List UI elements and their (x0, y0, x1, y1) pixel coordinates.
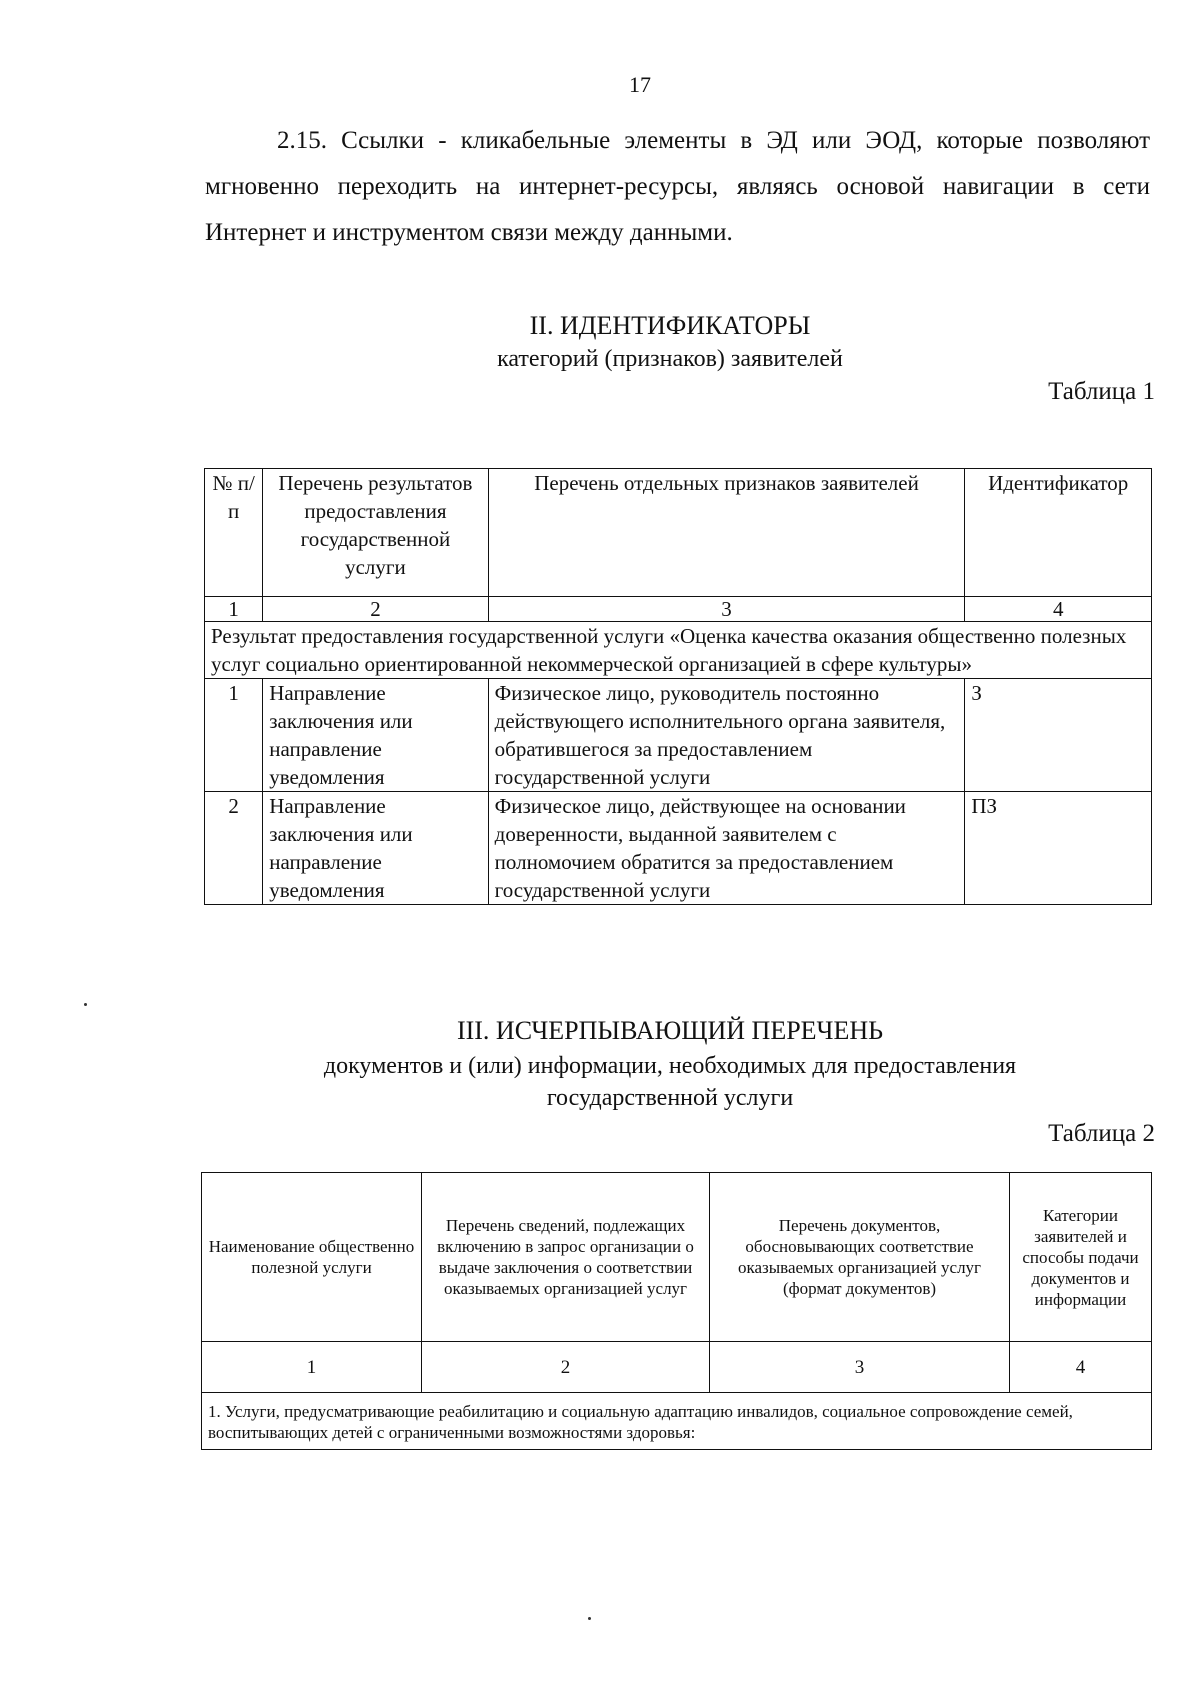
group-title: 1. Услуги, предусматривающие реабилитацию и социальную адаптацию инвалидов, социальное сопровождение семей, воспитывающих детей с ограниченными возможностями здоровья: (202, 1393, 1152, 1450)
scan-speck (84, 1003, 87, 1006)
column-number-row (205, 597, 1152, 622)
row-result: Направление заключения или направление уведомления (263, 792, 488, 905)
table-row (205, 679, 1152, 792)
header-identifier: Идентификатор (965, 469, 1152, 597)
page-number: 17 (629, 72, 651, 97)
group-title: Результат предоставления государственной услуги «Оценка качества оказания общественно полезных услуг социально ориентированной некоммерческой организацией в сфере культуры» (205, 622, 1152, 679)
header-results: Перечень результатов предоставления государственной услуги (263, 469, 488, 597)
documents-table (201, 1172, 1152, 1450)
col-number: 3 (488, 597, 965, 622)
group-title-row (205, 622, 1152, 679)
row-identifier: ПЗ (965, 792, 1152, 905)
col-number: 4 (1010, 1342, 1152, 1393)
scan-speck (588, 1617, 591, 1620)
identifiers-table (204, 468, 1152, 905)
col-number: 1 (205, 597, 263, 622)
paragraph-text: 2.15. Ссылки - кликабельные элементы в ЭД или ЭОД, которые позволяют мгновенно переходить на интернет-ресурсы, являясь основой навигации в сети Интернет и инструментом связи между данными. (205, 127, 1150, 246)
section-3-subtitle: документов и (или) информации, необходимых для предоставления государственной услуги (323, 1053, 1017, 1111)
row-identifier: З (965, 679, 1152, 792)
col-number: 2 (422, 1342, 710, 1393)
table-header-row (202, 1173, 1152, 1342)
section-2-title: II. ИДЕНТИФИКАТОРЫ (529, 311, 811, 340)
column-number-row (202, 1342, 1152, 1393)
header-documents: Перечень документов, обосновывающих соответствие оказываемых организацией услуг (формат документов) (710, 1173, 1010, 1342)
header-num: № п/п (205, 469, 263, 597)
row-num: 2 (205, 792, 263, 905)
row-signs: Физическое лицо, руководитель постоянно действующего исполнительного органа заявителя, обратившегося за предоставлением государственной услуги (488, 679, 965, 792)
table-row (205, 792, 1152, 905)
table-2-label: Таблица 2 (1048, 1120, 1155, 1147)
row-num: 1 (205, 679, 263, 792)
row-signs: Физическое лицо, действующее на основании доверенности, выданной заявителем с полномочием обратится за предоставлением государственной услуги (488, 792, 965, 905)
table-1-label: Таблица 1 (1048, 378, 1155, 405)
col-number: 3 (710, 1342, 1010, 1393)
row-result: Направление заключения или направление уведомления (263, 679, 488, 792)
header-service-name: Наименование общественно полезной услуги (202, 1173, 422, 1342)
col-number: 1 (202, 1342, 422, 1393)
group-title-row (202, 1393, 1152, 1450)
col-number: 4 (965, 597, 1152, 622)
header-categories: Категории заявителей и способы подачи документов и информации (1010, 1173, 1152, 1342)
header-signs: Перечень отдельных признаков заявителей (488, 469, 965, 597)
section-3-title: III. ИСЧЕРПЫВАЮЩИЙ ПЕРЕЧЕНЬ (456, 1016, 884, 1045)
table-header-row (205, 469, 1152, 597)
paragraph-2-15 (205, 118, 1150, 256)
col-number: 2 (263, 597, 488, 622)
section-2-subtitle: категорий (признаков) заявителей (497, 346, 843, 372)
header-request-info: Перечень сведений, подлежащих включению в запрос организации о выдаче заключения о соответствии оказываемых организацией услуг (422, 1173, 710, 1342)
